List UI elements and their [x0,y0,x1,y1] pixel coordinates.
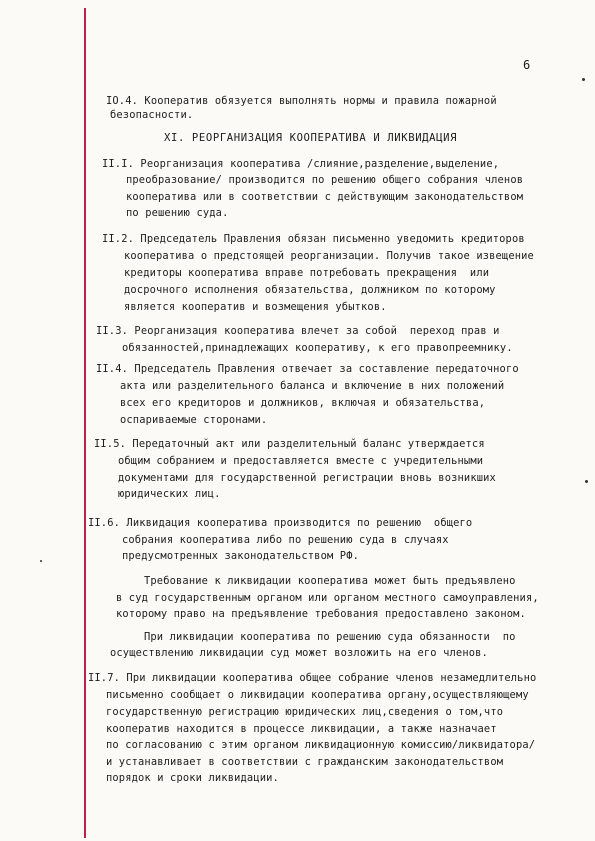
margin-rule [84,8,86,838]
clause-11-2-line: II.2. Председатель Правления обязан письменно уведомить кредиторов [102,233,525,245]
clause-11-2-line: является кооператив и возмещения убытков. [124,301,387,313]
edge-mark [582,78,585,81]
clause-11-7-line: и устанавливает в соответствии с гражданским законодательством [106,756,504,768]
clause-11-2-line: кредиторы кооператива вправе потребовать прекращения или [124,267,490,279]
clause-11-6-line: При ликвидации кооператива по решению суда обязанности по [144,631,516,643]
clause-11-5-line: документами для государственной регистрации вновь возникших [118,472,496,484]
edge-mark [40,560,42,562]
clause-11-7-line: по согласованию с этим органом ликвидационную комиссию/ликвидатора/ [106,739,536,751]
clause-11-6-line: которому право на предъявление требования предоставлено законом. [116,608,526,620]
clause-10-4-line: IO.4. Кооператив обязуется выполнять нормы и правила пожарной [106,95,497,107]
clause-11-1-line: кооператива или в соответствии с действующим законодательством [126,191,524,203]
clause-11-4-line: всех его кредиторов и должников, включая и обязательства, [120,397,486,409]
clause-11-3-line: обязанностей,принадлежащих кооперативу, к его правопреемнику. [122,342,513,354]
clause-11-6-line: в суд государственным органом или органом местного самоуправления, [116,592,539,604]
clause-11-6-line: предусмотренных законодательством РФ. [122,550,360,562]
clause-11-5-line: II.5. Передаточный акт или разделительный баланс утверждается [94,438,485,450]
clause-11-2-line: досрочного исполнения обязательства, должником по которому [124,284,496,296]
clause-11-5-line: юридических лиц. [118,488,221,500]
clause-11-7-line: государственную регистрацию юридических лиц,сведения о том,что [106,706,504,718]
clause-11-4-line: II.4. Председатель Правления отвечает за составление передаточного [96,363,519,375]
clause-11-5-line: общим собранием и предоставляется вместе с учредительными [118,455,484,467]
clause-11-6-line: Требование к ликвидации кооператива может быть предъявлено [144,575,516,587]
clause-11-6-line: собрания кооператива либо по решению суда в случаях [122,534,449,546]
clause-11-1-line: по решению суда. [126,207,229,219]
section-heading: XI. РЕОРГАНИЗАЦИЯ КООПЕРАТИВА И ЛИКВИДАЦИЯ [164,132,458,144]
clause-11-3-line: II.3. Реорганизация кооператива влечет за собой переход прав и [96,325,500,337]
clause-11-4-line: акта или разделительного баланса и включение в них положений [120,380,505,392]
clause-11-2-line: кооператива о предстоящей реорганизации. Получив такое извещение [124,250,534,262]
clause-10-4-line: безопасности. [110,109,194,121]
clause-11-6-line: осуществлению ликвидации суд может возложить на его членов. [110,647,488,659]
clause-11-7-line: письменно сообщает о ликвидации кооператива органу,осуществляющему [106,689,529,701]
clause-11-4-line: оспариваемые сторонами. [120,414,268,426]
clause-11-6-line: II.6. Ликвидация кооператива производится по решению общего [88,517,473,529]
clause-11-7-line: кооператив находится в процессе ликвидации, а также назначает [106,723,497,735]
clause-11-1-line: преобразование/ производится по решению общего собрания членов [126,174,524,186]
edge-mark [585,480,588,483]
clause-11-7-line: порядок и сроки ликвидации. [106,772,279,784]
page-number: 6 [523,58,531,72]
clause-11-7-line: II.7. При ликвидации кооператива общее собрание членов незамедлительно [88,672,537,684]
clause-11-1-line: II.I. Реорганизация кооператива /слияние,разделение,выделение, [102,158,500,170]
